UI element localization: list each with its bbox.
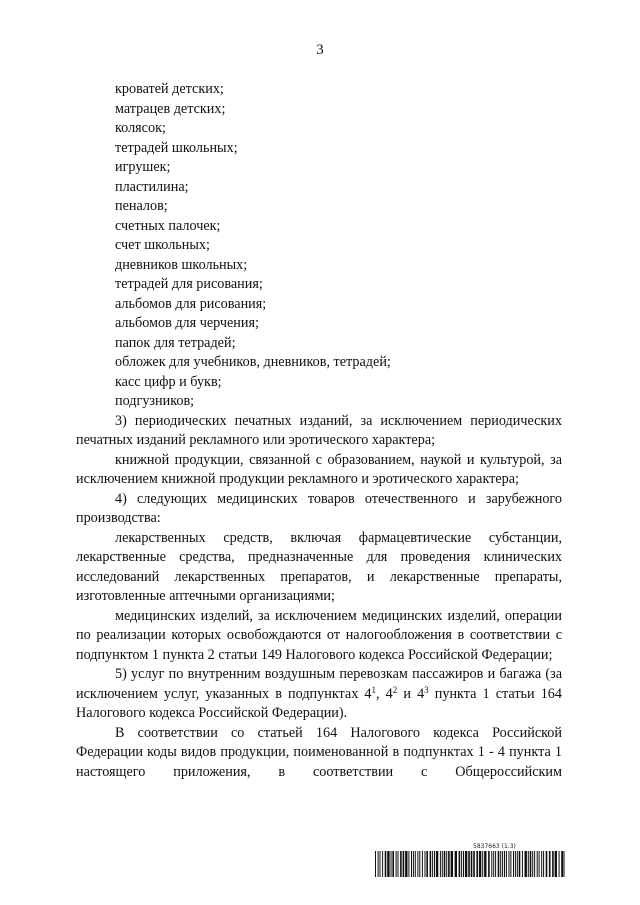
barcode-bar <box>463 851 464 877</box>
barcode-bar <box>442 851 443 877</box>
list-item: подгузников; <box>115 393 195 409</box>
barcode-bar <box>473 851 475 877</box>
barcode-bar <box>510 851 511 877</box>
barcode-bar <box>461 851 462 877</box>
list-item: тетрадей школьных; <box>115 139 238 156</box>
barcode-bar <box>387 851 389 877</box>
barcode-bar <box>539 851 540 877</box>
barcode-bar <box>552 851 554 877</box>
superscript-3: 3 <box>424 684 429 695</box>
barcode-bar <box>530 851 532 877</box>
barcode-bar <box>517 851 518 877</box>
air-transport-text-start: 5) услуг по внутренним воздушным перевозкам пассажиров и багажа (за исключением услуг, указанных в подпунктах 4 <box>76 666 562 702</box>
barcode-bar <box>506 851 507 877</box>
barcode-bar <box>382 851 383 877</box>
barcode-bar <box>446 851 447 877</box>
barcode-bar <box>415 851 416 877</box>
barcode-bar <box>491 851 492 877</box>
barcode-bar <box>426 851 428 877</box>
paragraph-closing: В соответствии со статьей 164 Налогового кодекса Российской Федерации коды видов продукции, поименованной в подпунктах 1 - 4 пункта 1 настоящего приложения, в соответствии с Общероссийским <box>76 724 562 780</box>
barcode-bar <box>378 851 379 877</box>
list-item: колясок; <box>115 120 166 136</box>
barcode-bar <box>400 851 402 877</box>
barcode-bar <box>417 851 418 877</box>
barcode-bar <box>519 851 521 877</box>
barcode-bar <box>500 851 501 877</box>
barcode-bar <box>541 851 542 877</box>
paragraph-books: книжной продукции, связанной с образованием, наукой и культурой, за исключением книжной продукции рекламного и эротического характера; <box>76 451 562 487</box>
barcode-bar <box>498 851 500 877</box>
page-number: 3 <box>316 42 324 58</box>
list-item: счет школьных; <box>115 237 210 253</box>
superscript-1: 1 <box>371 684 377 695</box>
list-item: касс цифр и букв; <box>115 373 222 390</box>
barcode-bar <box>408 851 409 877</box>
barcode-bar <box>391 851 392 877</box>
barcode-bar <box>430 851 432 877</box>
barcode-bar <box>396 851 397 877</box>
barcode-bar <box>405 851 407 877</box>
paragraph-drugs: лекарственных средств, включая фармацевтические субстанции, лекарственные средства, предназначенные для проведения клинических исследований лекарственных препаратов, и лекарственные препараты, изготовленные аптечными организациями; <box>76 529 562 604</box>
barcode-bar <box>484 851 486 877</box>
barcode-bar <box>493 851 494 877</box>
barcode-bar <box>448 851 450 877</box>
barcode-bar <box>561 851 563 877</box>
barcode-bar <box>403 851 405 877</box>
barcode-bar <box>537 851 538 877</box>
barcode-bar <box>375 851 376 877</box>
barcode-bar <box>534 851 535 877</box>
barcode-bar <box>555 851 557 877</box>
list-item: дневников школьных; <box>115 256 248 273</box>
barcode-bar <box>432 851 433 877</box>
list-item: матрацев детских; <box>115 100 226 117</box>
barcode-bar <box>528 851 529 877</box>
barcode-image <box>375 851 565 877</box>
barcode-bar <box>482 851 483 877</box>
list-item: обложек для учебников, дневников, тетрадей; <box>115 354 391 370</box>
air-transport-text-mid1: , 4 <box>376 685 393 702</box>
barcode-bar <box>479 851 481 877</box>
barcode-bar <box>451 851 453 877</box>
barcode-bar <box>471 851 473 877</box>
barcode-bar <box>543 851 544 877</box>
barcode-bar <box>495 851 496 877</box>
barcode-bar <box>476 851 478 877</box>
barcode-bar <box>468 851 470 877</box>
list-item: папок для тетрадей; <box>115 334 236 351</box>
barcode-bar <box>502 851 503 877</box>
barcode-bar <box>419 851 420 877</box>
list-item: альбомов для рисования; <box>115 295 267 312</box>
barcode-bar <box>513 851 514 877</box>
paragraph-air-transport <box>76 665 562 724</box>
list-item: игрушек; <box>115 159 171 175</box>
barcode-bar <box>509 851 510 877</box>
document-body <box>76 80 562 782</box>
list-item: кроватей детских; <box>115 81 224 97</box>
barcode-bar <box>380 851 381 877</box>
barcode-bar <box>392 851 394 877</box>
barcode-bar <box>436 851 438 877</box>
barcode-bar <box>413 851 414 877</box>
barcode-bar <box>488 851 490 877</box>
barcode-bar <box>434 851 435 877</box>
barcode-bar <box>465 851 467 877</box>
barcode-bar <box>525 851 527 877</box>
barcode-bar <box>440 851 441 877</box>
barcode-bar <box>532 851 533 877</box>
list-item: пластилина; <box>115 178 189 195</box>
barcode-bar <box>459 851 461 877</box>
barcode-bar <box>559 851 560 877</box>
barcode-bar <box>565 851 566 877</box>
air-transport-text-end: пункта 1 статьи 164 Налогового кодекса Российской Федерации). <box>76 685 562 721</box>
barcode-bar <box>398 851 399 877</box>
list-item: пеналов; <box>115 198 168 214</box>
barcode-bar <box>515 851 516 877</box>
superscript-2: 2 <box>392 684 398 695</box>
list-item: альбомов для черчения; <box>115 315 259 331</box>
barcode-bar <box>549 851 551 877</box>
barcode-bar <box>422 851 423 877</box>
list-item: счетных палочек; <box>115 217 221 234</box>
barcode-bar <box>504 851 505 877</box>
barcode-bar <box>522 851 523 877</box>
barcode-bar <box>546 851 548 877</box>
barcode-bar <box>455 851 457 877</box>
paragraph-periodicals: 3) периодических печатных изданий, за исключением периодических печатных изданий рекламного или эротического характера; <box>76 412 562 448</box>
barcode-bar <box>385 851 387 877</box>
barcode-bar <box>444 851 446 877</box>
barcode-bar <box>411 851 412 877</box>
air-transport-text-mid2: и 4 <box>397 685 425 702</box>
barcode-label: 5837663 (1.3) <box>473 843 516 850</box>
paragraph-medical-devices: медицинских изделий, за исключением медицинских изделий, операции по реализации которых освобождаются от налогообложения в соответствии с подпунктом 1 пункта 2 статьи 149 Налогового кодекса Российской Федерации; <box>76 607 562 663</box>
barcode-bar <box>425 851 426 877</box>
paragraph-medical-goods: 4) следующих медицинских товаров отечественного и зарубежного производства: <box>76 490 562 526</box>
list-item: тетрадей для рисования; <box>115 276 263 292</box>
product-list <box>76 80 562 412</box>
